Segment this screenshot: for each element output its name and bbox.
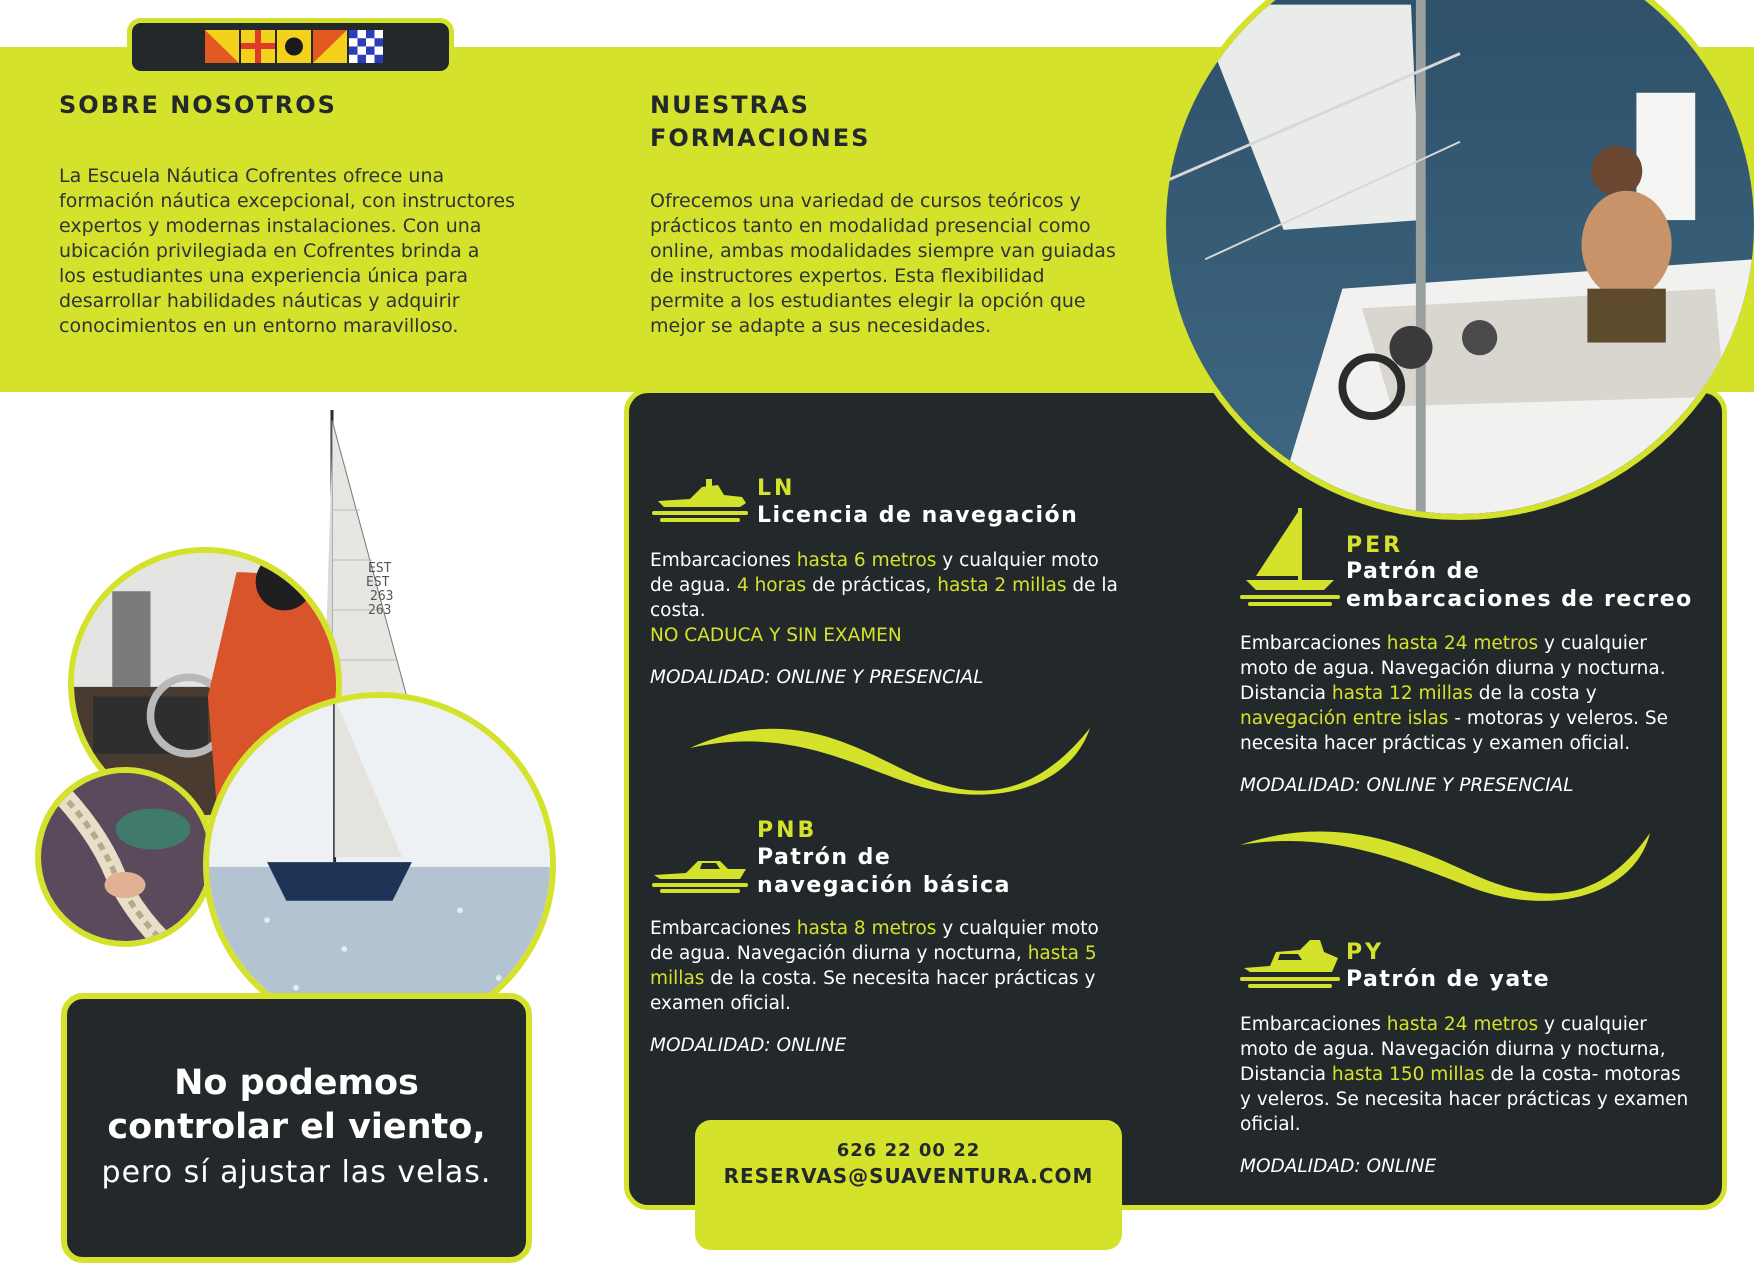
per-desc-2: moto de agua. Navegación diurna y nocturna. (1240, 658, 1666, 679)
ln-desc-2: de agua. 4 horas de prácticas, hasta 2 millas de la (650, 575, 1118, 596)
ln-title: Licencia de navegación (757, 503, 1079, 528)
flag-cross-icon (241, 30, 275, 63)
sailor-photo (1166, 0, 1754, 514)
quote-line-1: No podemos (174, 1063, 419, 1103)
wave-divider-icon (690, 718, 1110, 800)
contact-box (695, 1120, 1122, 1250)
flag-diagonal-icon (313, 30, 347, 63)
py-code: PY (1346, 940, 1385, 965)
sailboat-icon (1240, 508, 1340, 608)
per-title-1: Patrón de (1346, 559, 1481, 584)
flag-orange-yellow-icon (205, 30, 239, 63)
per-desc-4: navegación entre islas - motoras y veleros. Se (1240, 708, 1668, 729)
ln-desc-1: Embarcaciones hasta 6 metros y cualquier moto (650, 550, 1099, 571)
formations-title-1: NUESTRAS (650, 91, 810, 119)
about-title: SOBRE NOSOTROS (59, 91, 337, 119)
about-line: formación náutica excepcional, con instructores (59, 190, 515, 212)
pnb-code: PNB (757, 818, 818, 843)
nautical-flags-icon (205, 30, 385, 63)
per-title-2: embarcaciones de recreo (1346, 587, 1693, 612)
py-desc-5: oficial. (1240, 1114, 1301, 1135)
formations-line: permite a los estudiantes elegir la opción que (650, 290, 1086, 312)
quote-line-3: pero sí ajustar las velas. (101, 1155, 492, 1190)
pnb-desc-1: Embarcaciones hasta 8 metros y cualquier moto (650, 918, 1099, 939)
pnb-desc-4: examen oficial. (650, 993, 791, 1014)
pnb-modality: MODALIDAD: ONLINE (650, 1035, 847, 1056)
quote-line-2: controlar el viento, (107, 1107, 486, 1147)
motorboat-icon (650, 849, 750, 893)
per-desc-3: Distancia hasta 12 millas de la costa y (1240, 683, 1597, 704)
ln-desc-3: costa. (650, 600, 706, 621)
formations-line: Ofrecemos una variedad de cursos teóricos y (650, 190, 1081, 212)
py-title: Patrón de yate (1346, 967, 1551, 992)
about-line: desarrollar habilidades náuticas y adquirir (59, 290, 460, 312)
yacht-icon (1240, 930, 1340, 990)
rope-photo-circle (35, 767, 215, 947)
about-line: conocimientos en un entorno maravilloso. (59, 315, 459, 337)
ln-no-expiry: NO CADUCA Y SIN EXAMEN (650, 625, 902, 646)
ln-modality: MODALIDAD: ONLINE Y PRESENCIAL (650, 667, 984, 688)
contact-phone[interactable]: 626 22 00 22 (836, 1140, 981, 1161)
per-desc-1: Embarcaciones hasta 24 metros y cualquier (1240, 633, 1647, 654)
wave-divider-icon (1240, 825, 1660, 907)
about-line: los estudiantes una experiencia única para (59, 265, 469, 287)
sea-photo (209, 698, 550, 1032)
contact-email[interactable]: RESERVAS@SUAVENTURA.COM (723, 1164, 1094, 1188)
formations-line: de instructores expertos. Esta flexibilidad (650, 265, 1045, 287)
py-desc-4: y veleros. Se necesita hacer prácticas y examen (1240, 1089, 1689, 1110)
formations-line: mejor se adapte a sus necesidades. (650, 315, 992, 337)
sail-number: 263 (368, 603, 392, 618)
formations-line: prácticos tanto en modalidad presencial como (650, 215, 1091, 237)
about-line: expertos y modernas instalaciones. Con una (59, 215, 482, 237)
about-line: La Escuela Náutica Cofrentes ofrece una (59, 165, 445, 187)
formations-line: online, ambas modalidades siempre van guiadas (650, 240, 1116, 262)
ln-code: LN (757, 476, 796, 501)
py-desc-1: Embarcaciones hasta 24 metros y cualquier (1240, 1014, 1647, 1035)
pnb-title-1: Patrón de (757, 845, 892, 870)
sail-number: 263 (370, 589, 394, 604)
py-desc-3: Distancia hasta 150 millas de la costa- motoras (1240, 1064, 1681, 1085)
per-code: PER (1346, 533, 1404, 558)
sail-number: EST (366, 575, 390, 590)
formations-title-2: FORMACIONES (650, 124, 871, 152)
per-modality: MODALIDAD: ONLINE Y PRESENCIAL (1240, 775, 1574, 796)
rope-photo (41, 773, 209, 941)
pnb-title-2: navegación básica (757, 873, 1011, 898)
py-modality: MODALIDAD: ONLINE (1240, 1156, 1437, 1177)
flag-ball-icon (277, 30, 311, 63)
pnb-desc-3: millas de la costa. Se necesita hacer prácticas y (650, 968, 1096, 989)
sail-number: EST (368, 561, 392, 576)
sea-photo-circle (203, 692, 556, 1038)
pnb-desc-2: de agua. Navegación diurna y nocturna, hasta 5 (650, 943, 1097, 964)
quote-box (61, 993, 532, 1263)
py-desc-2: moto de agua. Navegación diurna y nocturna, (1240, 1039, 1666, 1060)
flag-checker-icon (349, 30, 383, 63)
jetski-icon (650, 475, 750, 523)
about-line: ubicación privilegiada en Cofrentes brinda a (59, 240, 480, 262)
per-desc-5: necesita hacer prácticas y examen oficial. (1240, 733, 1631, 754)
